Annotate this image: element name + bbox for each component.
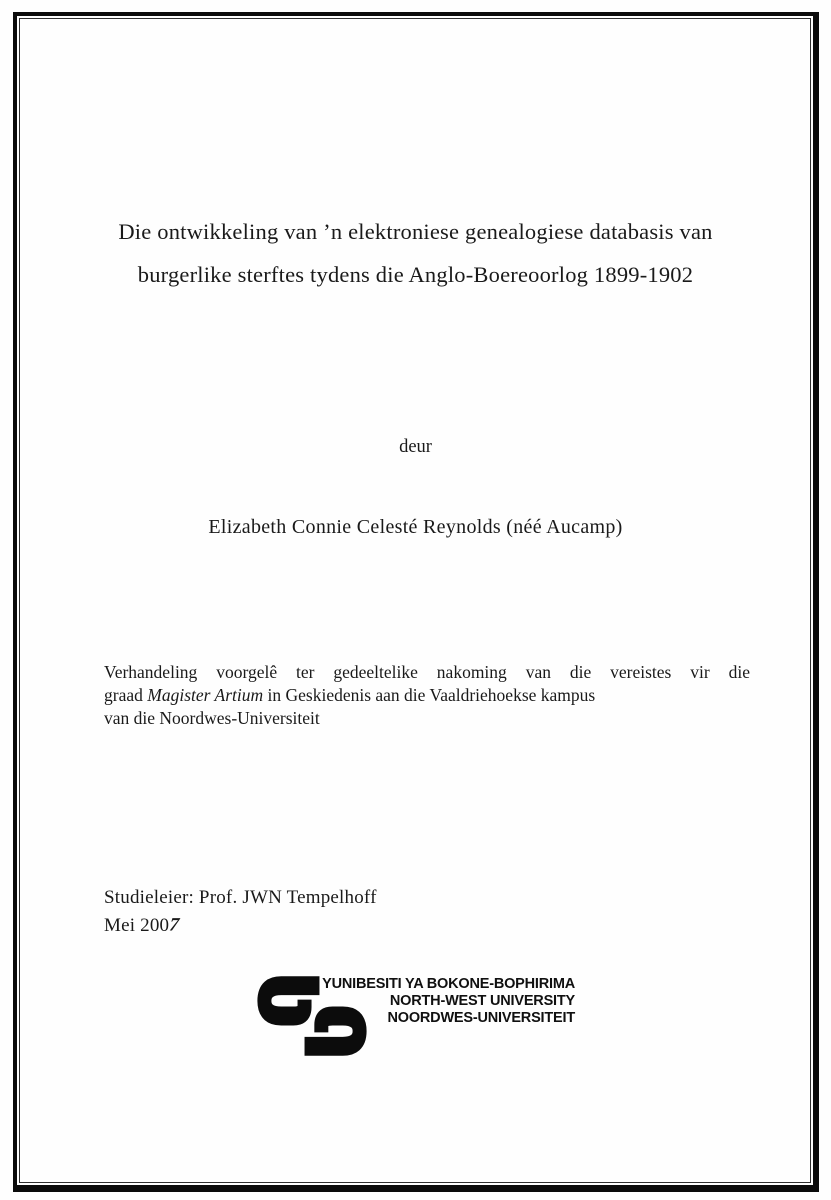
degree-name-italic: Magister Artium — [147, 685, 264, 705]
author-name: Elizabeth Connie Celesté Reynolds (néé Aucamp) — [208, 516, 623, 538]
logo-line-setswana: YUNIBESITI YA BOKONE-BOPHIRIMA — [322, 976, 575, 992]
degree-statement-line-2-prefix: graad — [104, 685, 148, 705]
supervisor-line: Studieleier: Prof. JWN Tempelhoff — [104, 887, 377, 908]
degree-statement-line-2-suffix: in Geskiedenis aan die Vaaldriehoekse kampus — [263, 685, 596, 705]
degree-statement-line-1: Verhandeling voorgelê ter gedeeltelike nakoming van die vereistes vir die — [104, 662, 750, 682]
logo-line-english: NORTH-WEST UNIVERSITY — [389, 993, 575, 1010]
degree-statement-line-3: van die Noordwes-Universiteit — [104, 708, 320, 728]
thesis-title-line-1: Die ontwikkeling van ’n elektroniese genealogiese databasis van — [118, 219, 713, 244]
university-logo-text — [322, 976, 575, 1028]
byline-label: deur — [399, 437, 432, 457]
date-line — [104, 914, 183, 937]
date-last-digit: 7 — [166, 914, 183, 936]
logo-line-afrikaans: NOORDWES-UNIVERSITEIT — [387, 1010, 575, 1027]
thesis-title-line-2: burgerlike sterftes tydens die Anglo-Boereoorlog 1899-1902 — [137, 262, 694, 287]
thesis-title — [42, 210, 789, 296]
date-prefix: Mei 200 — [104, 915, 170, 936]
logo-link-top-left — [264, 986, 319, 1016]
degree-statement-line-2 — [104, 684, 750, 707]
university-logo — [256, 968, 575, 1060]
degree-statement — [104, 661, 750, 730]
